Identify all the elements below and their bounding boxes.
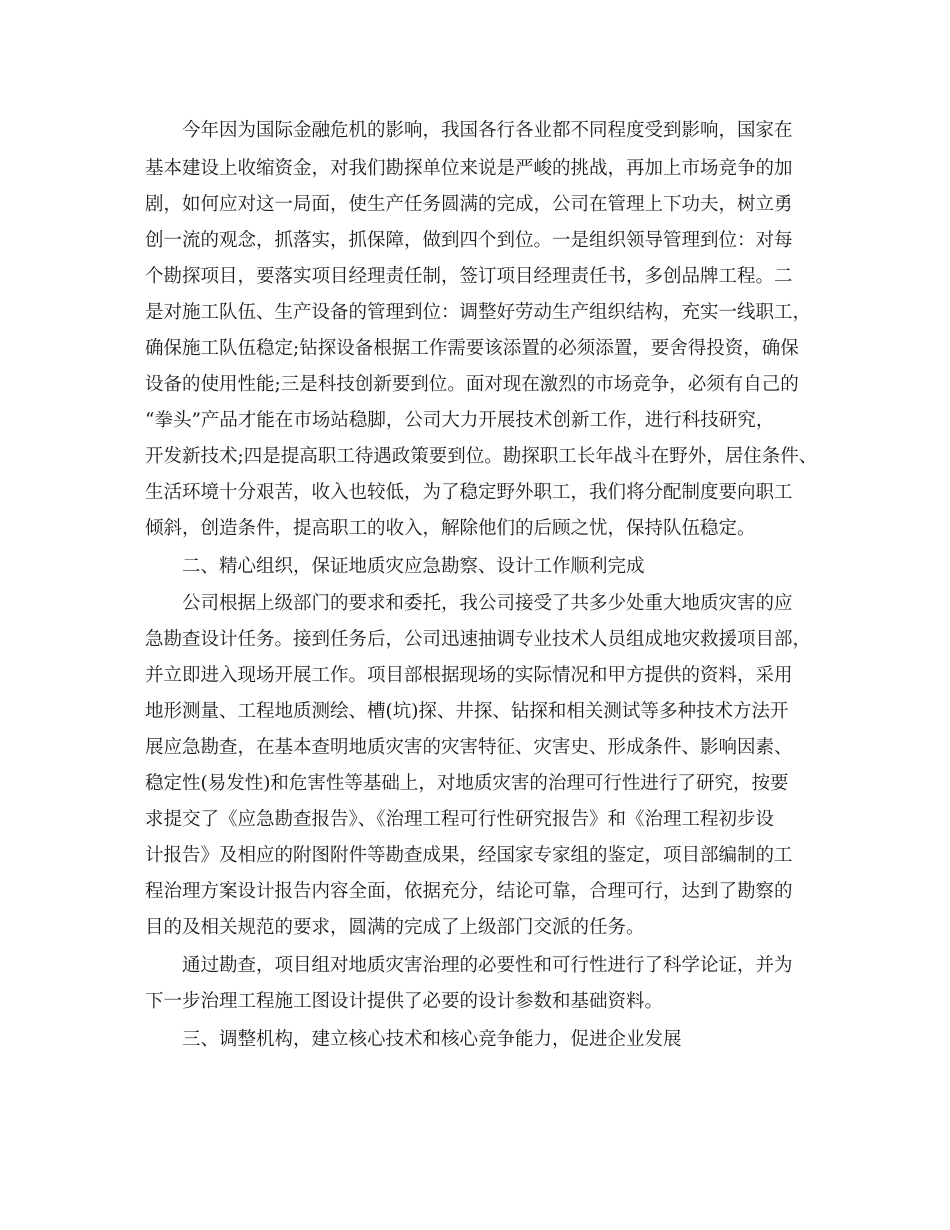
text-line: 目的及相关规范的要求，圆满的完成了上级部门交派的任务。 xyxy=(145,917,645,938)
text-line: 个勘探项目，要落实项目经理责任制，签订项目经理责任书，多创品牌工程。二 xyxy=(145,266,793,287)
text-line: 急勘查设计任务。接到任务后，公司迅速抽调专业技术人员组成地灾救援项目部， xyxy=(145,629,812,650)
text-line: 稳定性(易发性)和危害性等基础上，对地质灾害的治理可行性进行了研究，按要 xyxy=(145,773,789,794)
text-line: 计报告》及相应的附图附件等勘查成果，经国家专家组的鉴定，项目部编制的工 xyxy=(145,845,793,866)
text-line: “拳头”产品才能在市场站稳脚，公司大力开展技术创新工作，进行科技研究， xyxy=(145,410,775,431)
text-line: 展应急勘查，在基本查明地质灾害的灾害特征、灾害史、形成条件、影响因素、 xyxy=(145,737,793,758)
text-line: 下一步治理工程施工图设计提供了必要的设计参数和基础资料。 xyxy=(145,991,664,1012)
text-line: 设备的使用性能;三是科技创新要到位。面对现在激烈的市场竞争，必须有自己的 xyxy=(145,374,799,395)
text-line: 剧，如何应对这一局面，使生产任务圆满的完成，公司在管理上下功夫，树立勇 xyxy=(145,194,793,215)
text-line: 创一流的观念，抓落实，抓保障，做到四个到位。一是组织领导管理到位：对每 xyxy=(145,230,793,251)
text-line: 求提交了《应急勘查报告》、《治理工程可行性研究报告》和《治理工程初步设 xyxy=(145,809,775,830)
text-line: 通过勘查，项目组对地质灾害治理的必要性和可行性进行了科学论证，并为 xyxy=(182,955,793,976)
text-line: 确保施工队伍稳定;钻探设备根据工作需要该添置的必须添置，要舍得投资，确保 xyxy=(145,338,799,359)
text-line: 公司根据上级部门的要求和委托，我公司接受了共多少处重大地质灾害的应 xyxy=(182,593,793,614)
text-line: 是对施工队伍、生产设备的管理到位：调整好劳动生产组织结构，充实一线职工， xyxy=(145,302,812,323)
text-line: 倾斜，创造条件，提高职工的收入，解除他们的后顾之忧，保持队伍稳定。 xyxy=(145,518,756,539)
text-line: 基本建设上收缩资金，对我们勘探单位来说是严峻的挑战，再加上市场竞争的加 xyxy=(145,158,793,179)
text-line: 程治理方案设计报告内容全面，依据充分，结论可靠，合理可行，达到了勘察的 xyxy=(145,881,793,902)
text-line: 地形测量、工程地质测绘、槽(坑)探、井探、钻探和相关测试等多种技术方法开 xyxy=(145,701,789,722)
text-line: 并立即进入现场开展工作。项目部根据现场的实际情况和甲方提供的资料，采用 xyxy=(145,665,793,686)
text-line: 今年因为国际金融危机的影响，我国各行各业都不同程度受到影响，国家在 xyxy=(182,120,793,141)
section-heading: 三、调整机构，建立核心技术和核心竞争能力，促进企业发展 xyxy=(182,1029,682,1050)
section-heading: 二、精心组织，保证地质灾应急勘察、设计工作顺利完成 xyxy=(182,556,645,577)
text-line: 开发新技术;四是提高职工待遇政策要到位。勘探职工长年战斗在野外，居住条件、 xyxy=(145,446,818,467)
text-line: 生活环境十分艰苦，收入也较低，为了稳定野外职工，我们将分配制度要向职工 xyxy=(145,482,793,503)
